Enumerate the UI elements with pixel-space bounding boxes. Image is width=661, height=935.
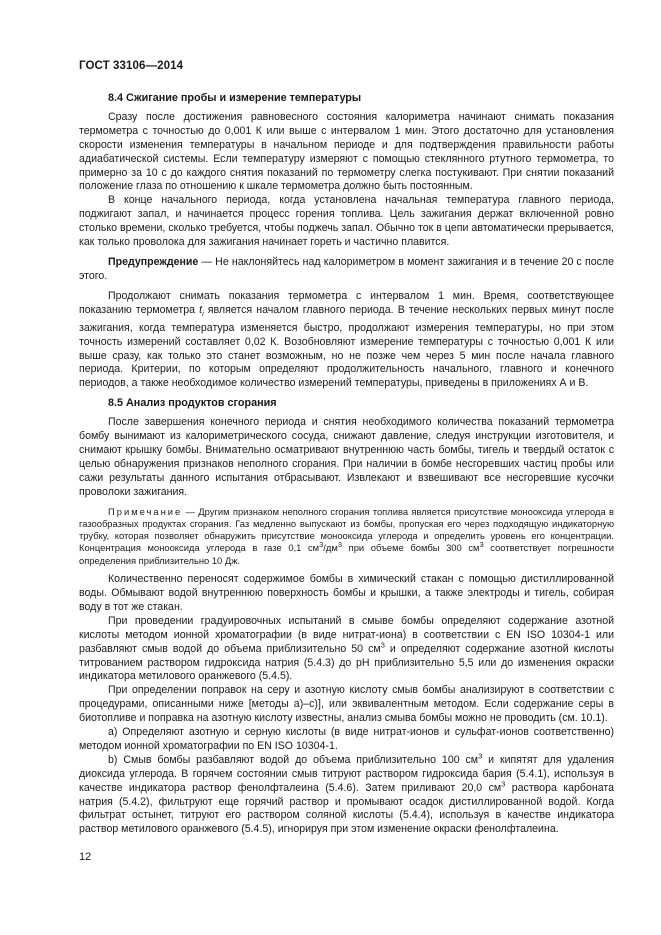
paragraph: После завершения конечного периода и снятия необходимого количества показаний термометра бомбу вынимают из калориметрического сосуда, снижают давление, следуя инструкции изготовителя, и снимают крышку бомбы. Внимательно осматривают внутреннюю часть бомбы, тигель и твердый остаток с целью обнаружения признаков неполного сгорания. При наличии в бомбе несгоревших частиц пробы или сажи результаты данного испытания отбрасывают. Извлекают и взвешивают все несгоревшие кусочки проволоки зажигания. [79,416,614,498]
variable-t: t [199,303,203,316]
section-8-4-heading: 8.4 Сжигание пробы и измерение температуры [108,92,362,104]
page-content [79,92,614,837]
page-number: 12 [79,851,92,863]
section-8-5-heading: 8.5 Анализ продуктов сгорания [108,397,277,410]
standard-header: ГОСТ 33106—2014 [79,60,184,72]
warning-paragraph [79,256,614,284]
paragraph: Продолжают снимать показания термометра с интервалом 1 мин. Время, соответствующее показанию термометра $t_i$ является началом главного периода. В течение нескольких первых минут после зажигания, когда температура изменяется быстро, продолжают измерения температуры, но при этом точность измерений составляет 0,02 К. Возобновляют измерение температуры с точностью 0,001 К или выше сразу, как только это станет возможным, но не позже чем через 5 мин после начала главного периода. Критерии, по которым определяют продолжительность начального, главного и конечного периодов, а также необходимое количество измерений температуры, приведены в приложениях А и В. [79,289,614,390]
warning-text: — Не наклоняйтесь над калориметром в момент зажигания и в течение 20 с после этого. [79,255,614,282]
paragraph: При определении поправок на серу и азотную кислоту смыв бомбы анализируют в соответствии с процедурами, описанными ниже [методы а)–с)], или эквивалентным методом. Если содержание серы в биотопливе и поправка на азотную кислоту известны, анализ смыва бомбы можно не проводить (см. 10.1). [79,684,614,725]
paragraph: При проведении градуировочных испытаний в смыве бомбы определяют содержание азотной кислоты методом ионной хроматографии (в виде нитрат-иона) в соответствии с EN ISO 10304-1 или разбавляют смыв водой до объема приблизительно 50 $см^3$ и определяют содержание азотной кислоты титрованием раствором гидроксида натрия (5.4.3) до pH приблизительно 5,5 или до изменения окраски индикатора метилового оранжевого (5.4.5). [79,614,615,683]
paragraph: В конце начального периода, когда установлена начальная температура главного периода, поджигают запал, и начинается процесс горения топлива. Цель зажигания держат включенной ровно столько времени, сколько требуется, чтобы поджечь запал. Обычно ток в цепи автоматически прерывается, как только проволока для зажигания начинает гореть и частично плавится. [79,194,614,249]
paragraph: Сразу после достижения равновесного состояния калориметра начинают снимать показания термометра с точностью до 0,001 К или выше с интервалом 1 мин. Этого достаточно для установления скорости изменения температуры в начальном периоде и для подтверждения правильности работы адиабатической системы. Если температуру измеряют с помощью стеклянного ртутного термометра, то примерно за 10 с до каждого снятия показаний по термометру слегка постукивают. При снятии показаний положение глаза по отношению к шкале термометра должно быть постоянным. [79,110,614,193]
note-label: Примечание [108,505,183,517]
note-paragraph: Примечание — Другим признаком неполного сгорания топлива является присутствие монооксида углерода в газообразных продуктах сгорания. Газ медленно выпускают из бомбы, пропуская его через подходящую индикаторную трубку, которая позволяет обнаружить присутствие монооксида углерода и определить уровень его концентрации. Концентрация монооксида углерода в газе 0,1 $см^3/дм^3$ при объеме бомбы 300 $см^3$ соответствует погрешности определения приблизительно 10 Дж. [79,505,614,566]
warning-label: Предупреждение [108,255,199,268]
list-item-b: b) Смыв бомбы разбавляют водой до объема приблизительно 100 $см^3$ и кипятят для удаления диоксида углерода. В горячем состоянии смыв титруют раствором гидроксида бария (5.4.1), используя в качестве индикатора раствор фенолфталеина (5.4.6). Затем приливают 20,0 $см^3$ раствора карбоната натрия (5.4.2), фильтруют еще горячий раствор и промывают осадок дистиллированной водой. Когда фильтрат остынет, титруют его раствором соляной кислоты (5.4.4), используя в качестве индикатора раствор метилового оранжевого (5.4.5), игнорируя при этом изменение окраски фенолфталеина. [79,751,614,836]
paragraph: Количественно переносят содержимое бомбы в химический стакан с помощью дистиллированной воды. Обмывают водой внутреннюю поверхность бомбы и крышки, а также электроды и тигель, собирая воду в тот же стакан. [79,573,614,613]
list-item-a: a) Определяют азотную и серную кислоты (в виде нитрат-ионов и сульфат-ионов соответственно) методом ионной хроматографии по EN ISO 10304-1. [79,726,614,752]
